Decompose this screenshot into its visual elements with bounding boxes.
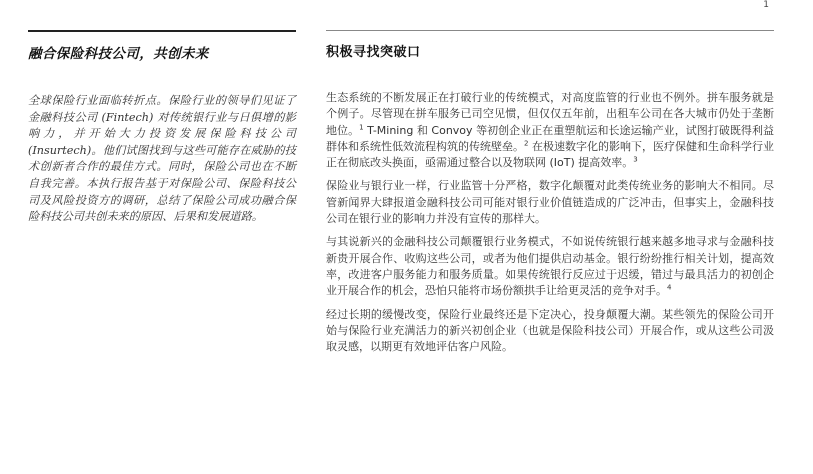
right-column xyxy=(326,30,774,362)
paragraph-1-part-a: 生态系统的不断发展正在打破行业的传统模式，对高度监管的行业也不例外。拼车服务就是个例子。尽管现在拼车服务已司空见惯，但仅仅五年前，出租车公司在各大城市仍处于垄断地位。 xyxy=(326,91,774,137)
footnote-ref-2: 2 xyxy=(524,139,529,148)
footnote-ref-4: 4 xyxy=(667,283,672,292)
executive-summary: 全球保险行业面临转折点。保险行业的领导们见证了金融科技公司 (Fintech) 对传统银行业与日俱增的影响力，并开始大力投资发展保险科技公司 (Insurtech)。他们试图找到与这些可能存在威胁的技术创新者合作的最佳方式。同时，保险公司也在不断自我完善。本执行报告基于对保险公司、保险科技公司及风险投资方的调研，总结了保险公司成功融合保险科技公司共创未来的原因、后果和发展道路。 xyxy=(28,94,296,224)
footnote-ref-3: 3 xyxy=(633,155,638,164)
paragraph-2: 保险业与银行业一样，行业监管十分严格，数字化颠覆对此类传统业务的影响大不相同。尽管新闻界大肆报道金融科技公司可能对银行业价值链造成的广泛冲击，但事实上，金融科技公司在银行业的影响力并没有宣传的那样大。 xyxy=(326,179,774,226)
paragraph-1-part-b: T-Mining 和 Convoy 等初创企业正在重塑航运和长途运输产业，试图打破既得利益群体和系统性低效流程构筑的传统壁垒。 xyxy=(326,123,774,153)
section-title: 积极寻找突破口 xyxy=(326,45,421,60)
left-top-rule xyxy=(28,30,296,32)
paragraph-3 xyxy=(326,234,774,299)
left-title: 融合保险科技公司，共创未来 xyxy=(28,46,209,62)
paragraph-4: 经过长期的缓慢改变，保险行业最终还是下定决心，投身颠覆大潮。某些领先的保险公司开始与保险行业充满活力的新兴初创企业（也就是保险科技公司）开展合作，或从这些公司汲取灵感，以期更有效地评估客户风险。 xyxy=(326,307,774,354)
paragraph-3-text: 与其说新兴的金融科技公司颠覆银行业务模式，不如说传统银行越来越多地寻求与金融科技新贵开展合作、收购这些公司，或者为他们提供启动基金。银行纷纷推行相关计划，提高效率，改进客户服务能力和服务质量。如果传统银行反应过于迟缓，错过与最具活力的初创企业开展合作的机会，恐怕只能将市场份额拱手让给更灵活的竞争对手。 xyxy=(326,235,774,298)
paragraph-1-part-c: 在极速数字化的影响下，医疗保健和生命科学行业正在彻底改头换面，亟需通过整合以及物联网 (IoT) 提高效率。 xyxy=(326,139,774,170)
paragraph-1 xyxy=(326,90,774,171)
footnote-ref-1: 1 xyxy=(359,122,364,131)
page-number: 1 xyxy=(763,0,769,10)
left-column xyxy=(28,30,296,226)
right-top-rule xyxy=(326,30,774,31)
